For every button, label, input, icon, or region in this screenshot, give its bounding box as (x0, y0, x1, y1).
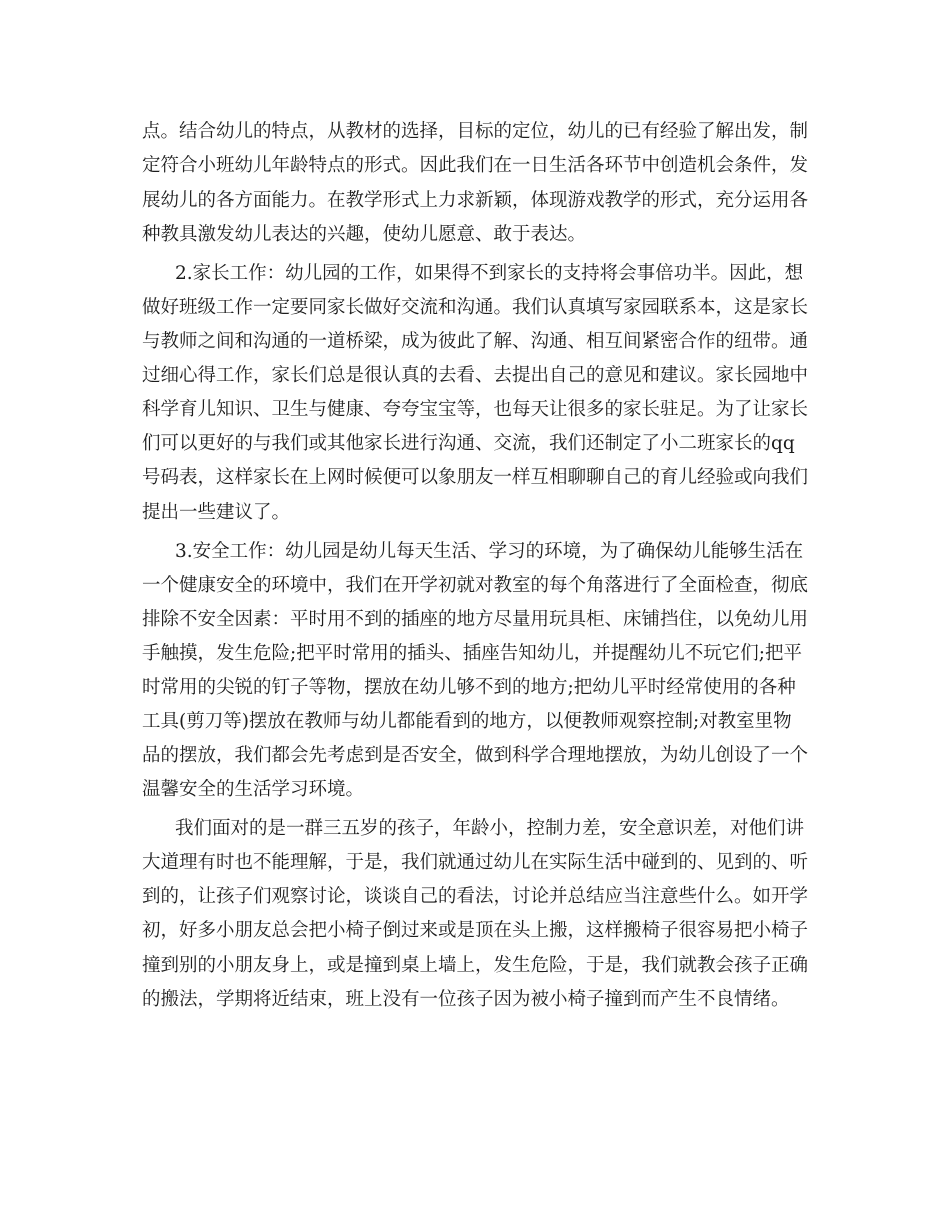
text-line: 撞到别的小朋友身上，或是撞到桌上墙上，发生危险，于是，我们就教会孩子正确 (142, 955, 809, 976)
text-line: 手触摸，发生危险;把平时常用的插头、插座告知幼儿，并提醒幼儿不玩它们;把平 (142, 643, 802, 664)
text-line: 大道理有时也不能理解，于是，我们就通过幼儿在实际生活中碰到的、见到的、听 (142, 852, 809, 873)
text-line: 2.家长工作：幼儿园的工作，如果得不到家长的支持将会事倍功半。因此，想 (175, 263, 804, 284)
text-line: 展幼儿的各方面能力。在教学形式上力求新颖，体现游戏教学的形式，充分运用各 (142, 190, 809, 211)
text-line: 点。结合幼儿的特点，从教材的选择，目标的定位，幼儿的已有经验了解出发，制 (142, 121, 809, 142)
text-line: 提出一些建议了。 (142, 502, 291, 523)
text-line: 到的，让孩子们观察讨论，谈谈自己的看法，讨论并总结应当注意些什么。如开学 (142, 886, 809, 907)
text-line: 初，好多小朋友总会把小椅子倒过来或是顶在头上搬，这样搬椅子很容易把小椅子 (142, 920, 809, 941)
text-line: 与教师之间和沟通的一道桥梁，成为彼此了解、沟通、相互间紧密合作的纽带。通 (142, 331, 809, 352)
text-line: 科学育儿知识、卫生与健康、夸夸宝宝等，也每天让很多的家长驻足。为了让家长 (142, 399, 809, 420)
text-line: 做好班级工作一定要同家长做好交流和沟通。我们认真填写家园联系本，这是家长 (142, 297, 809, 318)
text-line: 排除不安全因素：平时用不到的插座的地方尽量用玩具柜、床铺挡住，以免幼儿用 (142, 609, 809, 630)
text-line: 过细心得工作，家长们总是很认真的去看、去提出自己的意见和建议。家长园地中 (142, 365, 809, 386)
text-line: 们可以更好的与我们或其他家长进行沟通、交流，我们还制定了小二班家长的qq (142, 433, 795, 454)
text-line: 种教具激发幼儿表达的兴趣，使幼儿愿意、敢于表达。 (142, 224, 587, 245)
text-line: 3.安全工作：幼儿园是幼儿每天生活、学习的环境，为了确保幼儿能够生活在 (175, 541, 804, 562)
text-line: 工具(剪刀等)摆放在教师与幼儿都能看到的地方，以便教师观察控制;对教室里物 (142, 711, 792, 732)
text-line: 温馨安全的生活学习环境。 (142, 779, 365, 800)
text-line: 我们面对的是一群三五岁的孩子，年龄小，控制力差，安全意识差，对他们讲 (175, 818, 805, 839)
text-line: 的搬法，学期将近结束，班上没有一位孩子因为被小椅子撞到而产生不良情绪。 (142, 989, 790, 1010)
text-line: 一个健康安全的环境中，我们在开学初就对教室的每个角落进行了全面检查，彻底 (142, 575, 809, 596)
text-line: 定符合小班幼儿年龄特点的形式。因此我们在一日生活各环节中创造机会条件，发 (142, 155, 809, 176)
text-line: 号码表，这样家长在上网时候便可以象朋友一样互相聊聊自己的育儿经验或向我们 (142, 467, 809, 488)
text-line: 时常用的尖锐的钉子等物，摆放在幼儿够不到的地方;把幼儿平时经常使用的各种 (142, 677, 796, 698)
text-line: 品的摆放，我们都会先考虑到是否安全，做到科学合理地摆放，为幼儿创设了一个 (142, 745, 809, 766)
